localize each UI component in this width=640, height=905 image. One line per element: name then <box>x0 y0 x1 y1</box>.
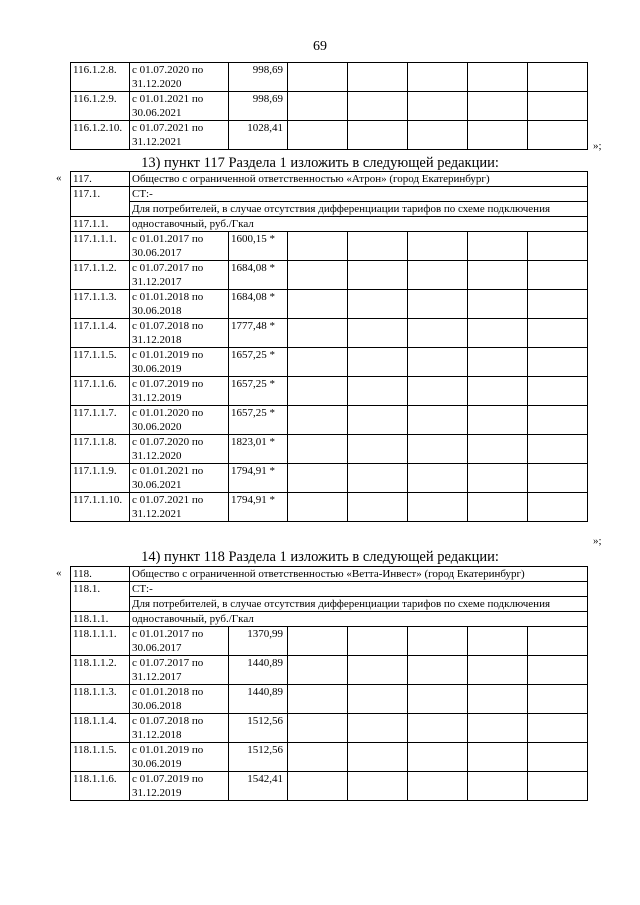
period-start: с 01.01.2018 по <box>132 291 204 303</box>
row-code: 118.1.1.5. <box>71 743 130 772</box>
empty-cell <box>288 464 348 493</box>
rate-label: одноставочный, руб./Гкал <box>130 612 588 627</box>
row-code: 117.1.1.7. <box>71 406 130 435</box>
st-row <box>71 582 588 597</box>
empty-cell <box>408 348 468 377</box>
empty-cell <box>288 406 348 435</box>
row-code: 118.1.1.1. <box>71 627 130 656</box>
row-period <box>130 406 229 435</box>
rate-label: одноставочный, руб./Гкал <box>130 217 588 232</box>
empty-cell <box>348 435 408 464</box>
empty-cell <box>288 63 348 92</box>
row-code: 117.1.1.3. <box>71 290 130 319</box>
empty-cell <box>348 261 408 290</box>
tariff-table-117 <box>70 171 588 522</box>
consumers-row <box>71 202 588 217</box>
row-period <box>130 656 229 685</box>
empty-cell <box>408 377 468 406</box>
row-value: 998,69 <box>229 92 288 121</box>
empty-cell <box>468 464 528 493</box>
row-code: 117.1.1.8. <box>71 435 130 464</box>
empty-cell <box>348 348 408 377</box>
row-period <box>130 63 229 92</box>
period-start: с 01.01.2021 по <box>132 465 204 477</box>
row-period <box>130 377 229 406</box>
empty-cell <box>288 685 348 714</box>
empty-cell <box>468 743 528 772</box>
period-end: 31.12.2017 <box>132 276 182 288</box>
table-row <box>71 656 588 685</box>
period-start: с 01.07.2017 по <box>132 657 204 669</box>
empty-cell <box>348 627 408 656</box>
empty-cell <box>408 656 468 685</box>
row-value: 1542,41 <box>229 772 288 801</box>
st-row <box>71 187 588 202</box>
section-13-heading: 13) пункт 117 Раздела 1 изложить в следующей редакции: <box>141 155 499 171</box>
empty-cell <box>408 493 468 522</box>
period-start: с 01.01.2019 по <box>132 349 204 361</box>
row-period <box>130 627 229 656</box>
tariff-table-118 <box>70 566 588 801</box>
row-value: 1794,91 * <box>229 464 288 493</box>
consumers-label: Для потребителей, в случае отсутствия дифференциации тарифов по схеме подключения <box>130 597 588 612</box>
empty-cell <box>348 743 408 772</box>
empty-cell <box>288 348 348 377</box>
empty-cell <box>528 121 588 150</box>
empty-cell <box>468 656 528 685</box>
row-period <box>130 743 229 772</box>
org-row <box>71 567 588 582</box>
empty-cell <box>468 406 528 435</box>
row-period <box>130 435 229 464</box>
empty-cell <box>468 714 528 743</box>
empty-cell <box>528 63 588 92</box>
table-row <box>71 685 588 714</box>
row-value: 1657,25 * <box>229 348 288 377</box>
period-end: 31.12.2021 <box>132 508 182 520</box>
empty-cell <box>528 406 588 435</box>
period-end: 30.06.2019 <box>132 363 182 375</box>
empty-cell <box>468 290 528 319</box>
row-code: 118.1.1.2. <box>71 656 130 685</box>
table-row <box>71 493 588 522</box>
row-code: 116.1.2.10. <box>71 121 130 150</box>
period-end: 30.06.2017 <box>132 247 182 259</box>
empty-cell <box>348 290 408 319</box>
empty-cell <box>288 772 348 801</box>
row-value: 1370,99 <box>229 627 288 656</box>
table-row <box>71 348 588 377</box>
table-row <box>71 464 588 493</box>
empty-cell <box>288 121 348 150</box>
empty-cell <box>348 464 408 493</box>
period-start: с 01.07.2020 по <box>132 64 204 76</box>
row-period <box>130 464 229 493</box>
empty-cell <box>468 348 528 377</box>
row-value: 1823,01 * <box>229 435 288 464</box>
empty-cell <box>348 656 408 685</box>
page-number: 69 <box>313 39 327 54</box>
period-start: с 01.07.2021 по <box>132 122 204 134</box>
empty-cell <box>528 348 588 377</box>
empty-cell <box>528 656 588 685</box>
tariff-table-116 <box>70 62 588 150</box>
period-start: с 01.07.2018 по <box>132 715 204 727</box>
row-value: 1512,56 <box>229 714 288 743</box>
empty-cell <box>468 772 528 801</box>
row-code: 116.1.2.9. <box>71 92 130 121</box>
period-end: 31.12.2017 <box>132 671 182 683</box>
opening-quote: « <box>56 172 62 184</box>
empty-cell <box>408 92 468 121</box>
empty-cell <box>468 627 528 656</box>
empty-cell <box>528 685 588 714</box>
row-code: 118.1.1.4. <box>71 714 130 743</box>
empty-cell <box>528 435 588 464</box>
org-name: Общество с ограниченной ответственностью «Атрон» (город Екатеринбург) <box>130 172 588 187</box>
empty-cell <box>468 261 528 290</box>
row-period <box>130 493 229 522</box>
empty-cell <box>408 406 468 435</box>
table-row <box>71 714 588 743</box>
empty-cell <box>528 92 588 121</box>
section-14-heading: 14) пункт 118 Раздела 1 изложить в следующей редакции: <box>141 549 499 565</box>
rate-row <box>71 612 588 627</box>
empty-cell <box>348 493 408 522</box>
row-value: 1684,08 * <box>229 261 288 290</box>
empty-cell <box>408 121 468 150</box>
period-end: 31.12.2020 <box>132 78 182 90</box>
empty-cell <box>408 261 468 290</box>
org-row <box>71 172 588 187</box>
closing-quote: »; <box>593 140 602 152</box>
empty-cell <box>408 232 468 261</box>
period-start: с 01.01.2017 по <box>132 628 204 640</box>
empty-cell <box>468 121 528 150</box>
period-end: 31.12.2018 <box>132 729 182 741</box>
row-value: 1028,41 <box>229 121 288 150</box>
empty-cell <box>408 714 468 743</box>
period-start: с 01.01.2017 по <box>132 233 204 245</box>
period-end: 30.06.2021 <box>132 107 182 119</box>
row-code: 116.1.2.8. <box>71 63 130 92</box>
row-value: 1440,89 <box>229 656 288 685</box>
row-code: 118.1.1.3. <box>71 685 130 714</box>
empty-cell <box>348 772 408 801</box>
table-row <box>71 261 588 290</box>
empty-cell <box>348 377 408 406</box>
empty-cell <box>528 464 588 493</box>
empty-cell <box>348 232 408 261</box>
empty-cell <box>348 685 408 714</box>
table-row <box>71 743 588 772</box>
table-row <box>71 63 588 92</box>
empty-cell <box>288 92 348 121</box>
period-start: с 01.07.2019 по <box>132 378 204 390</box>
empty-cell <box>468 92 528 121</box>
row-value: 1794,91 * <box>229 493 288 522</box>
empty-cell <box>348 406 408 435</box>
table-row <box>71 627 588 656</box>
table-row <box>71 290 588 319</box>
empty-cell <box>288 290 348 319</box>
period-start: с 01.01.2019 по <box>132 744 204 756</box>
row-value: 1440,89 <box>229 685 288 714</box>
empty-cell <box>288 656 348 685</box>
empty-cell <box>468 232 528 261</box>
empty-cell <box>408 627 468 656</box>
row-period <box>130 685 229 714</box>
empty-cell <box>528 319 588 348</box>
rate-code: 117.1.1. <box>71 217 130 232</box>
st-code: 117.1. <box>71 187 130 217</box>
rate-row <box>71 217 588 232</box>
empty-cell <box>468 435 528 464</box>
empty-cell <box>528 261 588 290</box>
empty-cell <box>288 435 348 464</box>
row-value: 1600,15 * <box>229 232 288 261</box>
row-code: 118.1.1.6. <box>71 772 130 801</box>
empty-cell <box>408 772 468 801</box>
closing-quote: »; <box>593 535 602 547</box>
st-label: СТ:- <box>130 187 588 202</box>
empty-cell <box>528 714 588 743</box>
empty-cell <box>348 92 408 121</box>
empty-cell <box>528 493 588 522</box>
row-code: 117.1.1.2. <box>71 261 130 290</box>
row-code: 117.1.1.5. <box>71 348 130 377</box>
empty-cell <box>288 627 348 656</box>
period-end: 30.06.2020 <box>132 421 182 433</box>
period-end: 30.06.2018 <box>132 305 182 317</box>
row-code: 117.1.1.1. <box>71 232 130 261</box>
row-value: 1657,25 * <box>229 377 288 406</box>
org-code: 118. <box>71 567 130 582</box>
period-start: с 01.07.2021 по <box>132 494 204 506</box>
period-end: 31.12.2021 <box>132 136 182 148</box>
rate-code: 118.1.1. <box>71 612 130 627</box>
empty-cell <box>468 685 528 714</box>
empty-cell <box>408 319 468 348</box>
table-row <box>71 232 588 261</box>
row-code: 117.1.1.9. <box>71 464 130 493</box>
consumers-row <box>71 597 588 612</box>
table-row <box>71 92 588 121</box>
empty-cell <box>288 232 348 261</box>
period-start: с 01.07.2018 по <box>132 320 204 332</box>
empty-cell <box>528 290 588 319</box>
empty-cell <box>468 63 528 92</box>
empty-cell <box>528 377 588 406</box>
row-period <box>130 290 229 319</box>
empty-cell <box>528 232 588 261</box>
org-name: Общество с ограниченной ответственностью «Ветта-Инвест» (город Екатеринбург) <box>130 567 588 582</box>
table-row <box>71 772 588 801</box>
row-period <box>130 772 229 801</box>
consumers-label: Для потребителей, в случае отсутствия дифференциации тарифов по схеме подключения <box>130 202 588 217</box>
period-start: с 01.01.2021 по <box>132 93 204 105</box>
period-end: 30.06.2021 <box>132 479 182 491</box>
row-code: 117.1.1.6. <box>71 377 130 406</box>
empty-cell <box>468 377 528 406</box>
empty-cell <box>468 319 528 348</box>
period-end: 31.12.2020 <box>132 450 182 462</box>
row-code: 117.1.1.10. <box>71 493 130 522</box>
period-start: с 01.07.2020 по <box>132 436 204 448</box>
empty-cell <box>288 377 348 406</box>
row-value: 1512,56 <box>229 743 288 772</box>
table-row <box>71 319 588 348</box>
empty-cell <box>408 290 468 319</box>
row-period <box>130 319 229 348</box>
period-end: 31.12.2019 <box>132 392 182 404</box>
empty-cell <box>288 743 348 772</box>
row-value: 1657,25 * <box>229 406 288 435</box>
period-start: с 01.01.2020 по <box>132 407 204 419</box>
empty-cell <box>408 435 468 464</box>
empty-cell <box>348 319 408 348</box>
empty-cell <box>468 493 528 522</box>
row-period <box>130 261 229 290</box>
empty-cell <box>348 63 408 92</box>
table-row <box>71 406 588 435</box>
row-value: 1684,08 * <box>229 290 288 319</box>
empty-cell <box>528 772 588 801</box>
table-row <box>71 121 588 150</box>
row-period <box>130 714 229 743</box>
st-code: 118.1. <box>71 582 130 612</box>
empty-cell <box>348 714 408 743</box>
row-period <box>130 232 229 261</box>
period-end: 30.06.2019 <box>132 758 182 770</box>
empty-cell <box>288 319 348 348</box>
table-row <box>71 435 588 464</box>
period-start: с 01.07.2017 по <box>132 262 204 274</box>
empty-cell <box>288 493 348 522</box>
opening-quote: « <box>56 567 62 579</box>
period-end: 31.12.2019 <box>132 787 182 799</box>
empty-cell <box>408 743 468 772</box>
row-value: 998,69 <box>229 63 288 92</box>
table-row <box>71 377 588 406</box>
period-end: 30.06.2017 <box>132 642 182 654</box>
period-end: 30.06.2018 <box>132 700 182 712</box>
row-period <box>130 348 229 377</box>
period-start: с 01.07.2019 по <box>132 773 204 785</box>
row-value: 1777,48 * <box>229 319 288 348</box>
empty-cell <box>408 464 468 493</box>
org-code: 117. <box>71 172 130 187</box>
empty-cell <box>408 685 468 714</box>
empty-cell <box>528 627 588 656</box>
empty-cell <box>348 121 408 150</box>
row-period <box>130 92 229 121</box>
empty-cell <box>408 63 468 92</box>
period-start: с 01.01.2018 по <box>132 686 204 698</box>
empty-cell <box>288 714 348 743</box>
period-end: 31.12.2018 <box>132 334 182 346</box>
empty-cell <box>288 261 348 290</box>
st-label: СТ:- <box>130 582 588 597</box>
row-period <box>130 121 229 150</box>
row-code: 117.1.1.4. <box>71 319 130 348</box>
empty-cell <box>528 743 588 772</box>
